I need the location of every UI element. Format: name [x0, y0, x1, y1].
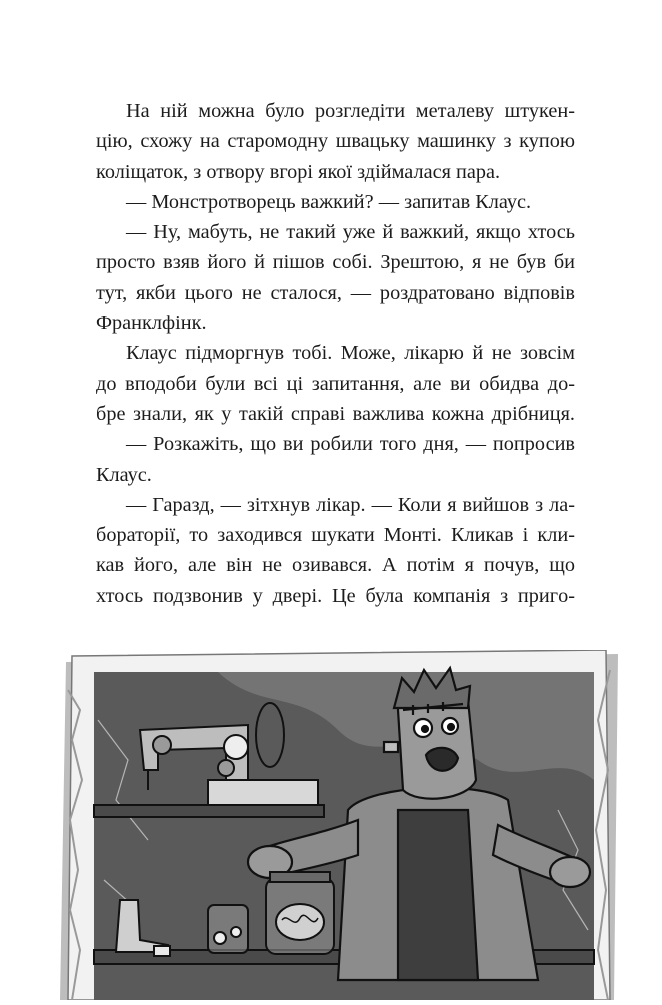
text-line: бораторії, то заходився шукати Монті. Кликав і кли- [96, 524, 575, 547]
text-line: бре знали, як у такій справі важлива кожна дрібниця. [96, 402, 575, 425]
text-line: кав його, але він не озивався. А потім я почув, що [96, 554, 575, 577]
monster-pupil [422, 726, 428, 732]
monster-bolt [384, 742, 398, 752]
foot-tag [154, 946, 170, 956]
eyeball-jar [208, 905, 248, 953]
machine-dial [224, 735, 248, 759]
text-line: — Розкажіть, що ви робили того дня, — попросив [126, 433, 575, 456]
eyeball [214, 932, 226, 944]
jar-lid [270, 872, 330, 882]
text-line: цію, схожу на старомодну швацьку машинку з купою [96, 130, 575, 153]
text-line: тут, якби цього не сталося, — роздратовано відповів [96, 281, 575, 304]
text-line: просто взяв його й пішов собі. Зрештою, я не був би [96, 251, 575, 274]
monster-pupil [448, 724, 454, 730]
text-line: Клаус підморгнув тобі. Може, лікарю й не зовсім [126, 342, 575, 365]
text-line: до вподоби були всі ці запитання, але ви обидва до- [96, 372, 575, 395]
text-line: На ній можна було розгледіти металеву штукен- [126, 100, 575, 122]
text-line: Клаус. [96, 463, 152, 486]
monster-lab-illustration [58, 650, 620, 1000]
text-line: — Монстротворець важкий? — запитав Клаус. [126, 190, 532, 213]
machine-gear [153, 736, 171, 754]
machine-gear [218, 760, 234, 776]
text-line: коліщаток, з отвору вгорі якої здіймалася пара. [96, 160, 501, 183]
brain [276, 904, 324, 940]
machine-base [208, 780, 318, 805]
text-line: — Ну, мабуть, не такий уже й важкий, якщо хтось [126, 221, 575, 244]
shelf-top [94, 805, 324, 817]
monster-sweater [398, 810, 478, 980]
text-line: хтось подзвонив у двері. Це була компанія з пригo- [96, 584, 575, 607]
monster-hand-right [550, 857, 590, 887]
text-line: Франклфінк. [96, 312, 207, 335]
eyeball [231, 927, 241, 937]
body-text [96, 96, 575, 611]
text-line: — Гаразд, — зітхнув лікар. — Коли я вийшов з ла- [126, 493, 575, 516]
